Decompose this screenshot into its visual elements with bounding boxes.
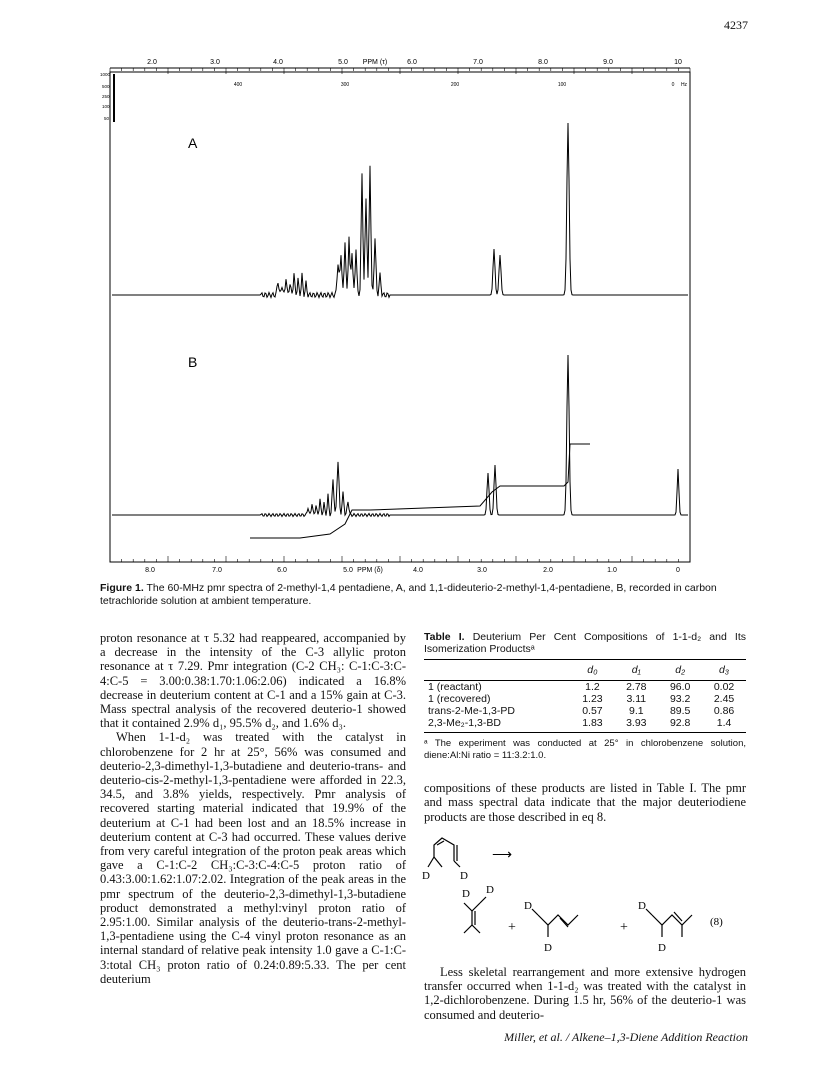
- table-cell: 0.02: [713, 681, 735, 694]
- top-axis-labels: [147, 59, 682, 66]
- table-row: [424, 705, 746, 717]
- table-cell: 92.8: [658, 717, 702, 733]
- deuterium-table: [424, 659, 746, 733]
- panel-b-label: B: [188, 354, 198, 370]
- top-hz-label: 100: [557, 82, 567, 88]
- top-hz-label: 0: [671, 82, 675, 88]
- product-2-d-top: D: [524, 900, 532, 912]
- bottom-axis-label: PPM (δ): [357, 567, 383, 574]
- svg-text:250: 250: [102, 94, 110, 99]
- top-axis-label: 7.0: [473, 59, 483, 66]
- table-cell: 1.4: [702, 717, 746, 733]
- table-cell: 96.0: [669, 681, 691, 694]
- bottom-axis-label: 6.0: [277, 567, 287, 574]
- table-cell: 2.45: [713, 693, 735, 706]
- plus-1: +: [508, 920, 516, 935]
- top-axis-label: 4.0: [273, 59, 283, 66]
- table-cell: 2,3-Me₂-1,3-BD: [424, 717, 570, 733]
- table-header: d₃: [702, 660, 746, 681]
- caption-label: Figure 1.: [100, 582, 144, 594]
- right-column-continued: [424, 965, 746, 1022]
- bottom-axis-label: 2.0: [543, 567, 553, 574]
- page-footer: Miller, et al. / Alkene–1,3-Diene Addition Reaction: [504, 1030, 748, 1044]
- top-hz-label: 300: [340, 82, 350, 88]
- table-header: d₀: [570, 660, 614, 681]
- table-cell: 1 (recovered): [428, 693, 491, 706]
- left-column: [100, 631, 406, 986]
- bottom-axis-label: 8.0: [145, 567, 155, 574]
- bottom-axis-label: 4.0: [413, 567, 423, 574]
- svg-text:1000: 1000: [100, 72, 111, 77]
- top-axis-label: 9.0: [603, 59, 613, 66]
- bottom-axis-ticks: [110, 556, 690, 562]
- table-cell: 93.2: [669, 693, 691, 706]
- table-title-label: Table I.: [424, 631, 465, 643]
- reactant-d-right: D: [460, 870, 468, 882]
- left-side-scale: [100, 72, 111, 121]
- bottom-axis-label: 0: [676, 567, 680, 574]
- table-cell: 89.5: [669, 705, 691, 718]
- table-cell: 3.93: [614, 717, 658, 733]
- top-axis-label: 2.0: [147, 59, 157, 66]
- right-column: [424, 631, 746, 824]
- figure-caption: [100, 582, 740, 608]
- table-cell: 2.78: [626, 681, 647, 694]
- table-cell: 1.23: [582, 693, 603, 706]
- reactant-structure: [428, 838, 460, 867]
- product-2-d-bottom: D: [544, 942, 552, 954]
- caption-text: The 60-MHz pmr spectra of 2-methyl-1,4 pentadiene, A, and 1,1-dideuterio-2-methyl-1,4-pentadiene, B, recorded in carbon tetrachloride solution at ambient temperature.: [100, 582, 717, 607]
- table-title-text: Deuterium Per Cent Compositions of 1-1-d₂ and Its Isomerization Productsᵃ: [424, 631, 746, 655]
- top-axis-label: 5.0: [338, 59, 348, 66]
- equation-number: (8): [710, 916, 723, 928]
- nmr-spectra-figure: [100, 40, 720, 580]
- table-cell: 0.86: [713, 705, 735, 718]
- svg-text:100: 100: [102, 104, 110, 109]
- top-axis-label: 6.0: [407, 59, 417, 66]
- table-row: [424, 717, 746, 733]
- table-cell: trans-2-Me-1,3-PD: [428, 705, 515, 718]
- svg-text:50: 50: [104, 116, 110, 121]
- top-hz-label: Hz: [680, 82, 688, 88]
- right-paragraph-2: Less skeletal rearrangement and more extensive hydrogen transfer occurred when 1-1-d₂ was treated with the catalyst in 1,2-dichlorobenzene. During 1.5 hr, 56% of the deuterio-1 was consumed and deuterio-: [424, 965, 746, 1022]
- table-cell: 3.11: [626, 693, 647, 706]
- nmr-spectra-svg: [100, 40, 720, 580]
- table-cell: 1 (reactant): [428, 681, 482, 694]
- table-footnote: ᵃ The experiment was conducted at 25° in chlorobenzene solution, diene:Al:Ni ratio = 11:3.2:1.0.: [424, 738, 746, 761]
- top-hz-labels: [234, 82, 688, 88]
- product-1-d: D: [462, 888, 470, 900]
- right-paragraph-1: compositions of these products are listed in Table I. The pmr and mass spectral data indicate that the major deuteriodiene products are those described in eq 8.: [424, 781, 746, 824]
- product-3-d-top: D: [638, 900, 646, 912]
- spectrum-b-trace: [112, 355, 688, 517]
- table-header: d₁: [614, 660, 658, 681]
- bottom-axis-label: 7.0: [212, 567, 222, 574]
- top-axis-label: 3.0: [210, 59, 220, 66]
- spectrum-a-trace: [112, 123, 688, 298]
- panel-a-label: A: [188, 135, 198, 151]
- product-2-structure: [532, 909, 578, 937]
- bottom-axis-labels: [145, 567, 680, 574]
- bottom-axis-label: 3.0: [477, 567, 487, 574]
- table-cell: 9.1: [628, 705, 644, 718]
- table-header: [424, 660, 570, 681]
- table-cell: 0.57: [582, 705, 603, 718]
- left-paragraph-2: When 1-1-d₂ was treated with the catalyst in chlorobenzene for 2 hr at 25°, 56% was consumed and deuterio-2,3-dimethyl-1,3-butadiene and deuterio-trans- and deuterio-cis-2-methyl-1,3-pentadiene were afforded in 22.3, 34.5, and 3.8% yields, respectively. Pmr analysis of recovered starting material indicated that 19.9% of the deuterium at C-1 had been lost and an 18.5% increase in deuterium content at C-3 had occurred. These values derive from very careful integration of the proton peak areas which gave a C-1:C-2 CH₃:C-3:C-4:C-5 proton ratio of 0.43:3.00:1.62:1.07:2.02. Integration of the peak areas in the pmr spectrum of the deuterio-2,3-dimethyl-1,3-butadiene product demonstrated a methyl:vinyl proton ratio of 2.95:1.00. Similar analysis of the deuterio-trans-2-methyl-1,3-pentadiene using the C-4 vinyl proton resonance as an internal standard of relative peak intensity 1.0 gave a C-1:C-3:total CH₃ proton ratio of 0.24:0.89:5.33. The per cent deuterium: [100, 730, 406, 986]
- bottom-axis-label: 5.0: [343, 567, 353, 574]
- top-axis-ticks: [110, 68, 690, 74]
- plus-2: +: [620, 920, 628, 935]
- bottom-axis-label: 1.0: [607, 567, 617, 574]
- page-number: 4237: [724, 18, 748, 32]
- top-hz-label: 200: [450, 82, 460, 88]
- table-cell: 1.2: [585, 681, 600, 694]
- reaction-scheme-eq8: [420, 833, 750, 963]
- top-hz-label: 400: [233, 82, 243, 88]
- product-3-structure: [646, 909, 692, 937]
- svg-text:500: 500: [102, 84, 110, 89]
- table-title: [424, 631, 746, 655]
- scheme-svg: [420, 833, 750, 963]
- reactant-d-left: D: [422, 870, 430, 882]
- top-axis-label: PPM (τ): [362, 59, 388, 66]
- top-axis-label: 8.0: [538, 59, 548, 66]
- product-1-structure: [464, 897, 486, 933]
- table-header: d₂: [658, 660, 702, 681]
- product-1-d2: D: [486, 884, 494, 896]
- reaction-arrow: ⟶: [492, 848, 513, 863]
- table-row: [424, 681, 746, 694]
- left-paragraph-1: proton resonance at τ 5.32 had reappeared, accompanied by a decrease in the intensity of the C-3 allylic proton resonance at τ 7.29. Pmr integration (C-2 CH₃: C-1:C-3:C-4:C-5 = 3.00:0.38:1.70:1.06:2.06) indicated a 16.8% decrease in deuterium content at C-1 and a 15% gain at C-3. Mass spectral analysis of the recovered deuterio-1 showed that it contained 2.9% d₁, 95.5% d₂, and 1.6% d₃.: [100, 631, 406, 731]
- table-row: [424, 693, 746, 705]
- table-header-row: [424, 660, 746, 681]
- product-3-d-bottom: D: [658, 942, 666, 954]
- top-axis-label: 10: [674, 59, 682, 66]
- table-cell: 1.83: [570, 717, 614, 733]
- spectrum-b-integral: [250, 444, 590, 538]
